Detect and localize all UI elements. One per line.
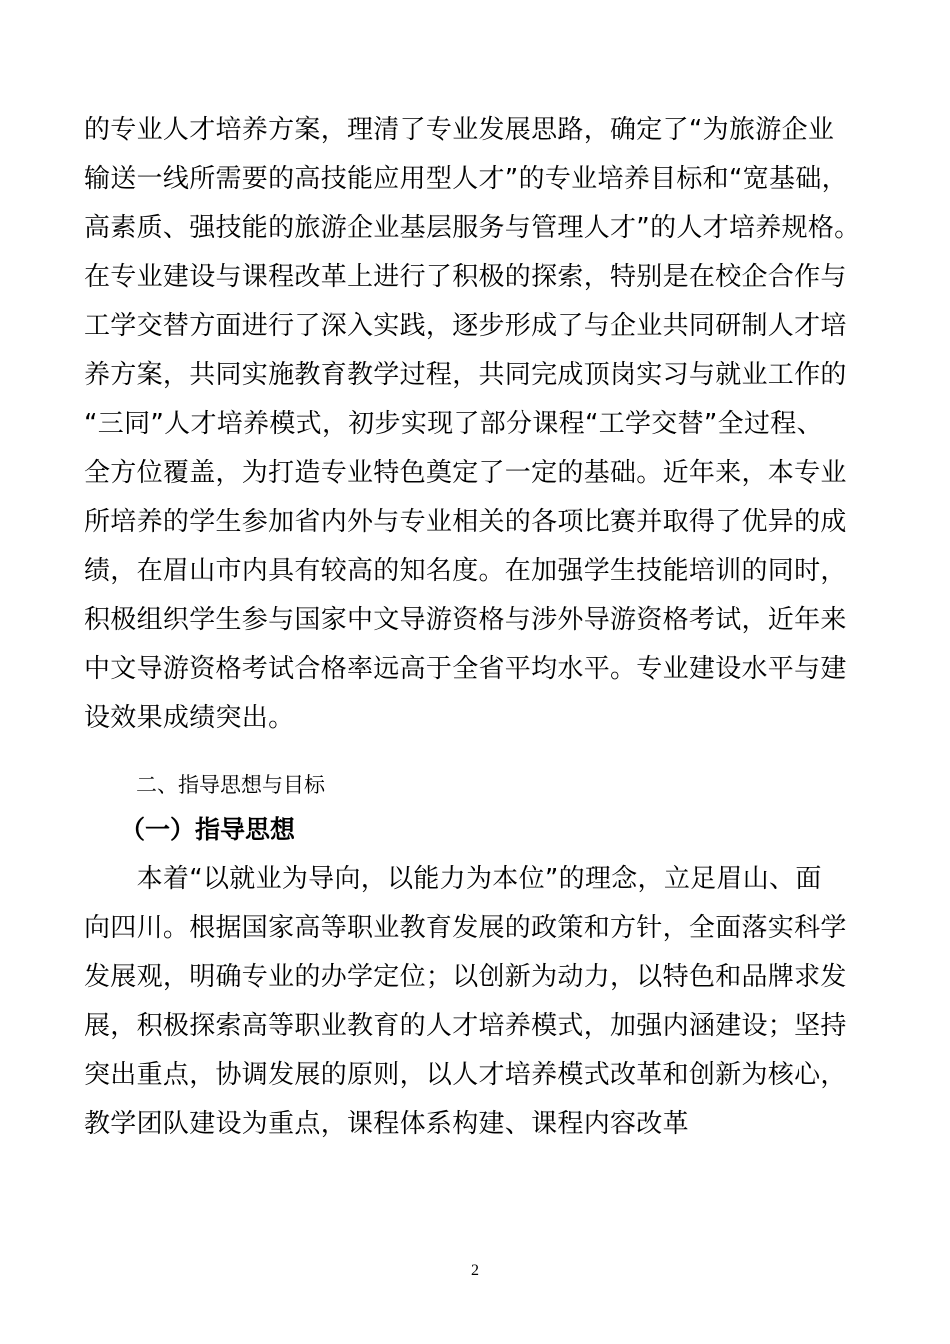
paragraph2-line-5: 突出重点，协调发展的原则，以人才培养模式改革和创新为核心， bbox=[84, 1060, 847, 1090]
paragraph2-line-2: 向四川。根据国家高等职业教育发展的政策和方针，全面落实科学 bbox=[84, 913, 847, 943]
paragraph2-line-6: 教学团队建设为重点，课程体系构建、课程内容改革 bbox=[84, 1109, 689, 1139]
paragraph1-line-11: 积极组织学生参与国家中文导游资格与涉外导游资格考试，近年来 bbox=[84, 605, 847, 635]
paragraph1-line-13: 设效果成绩突出。 bbox=[84, 703, 295, 733]
paragraph2-line-4: 展，积极探索高等职业教育的人才培养模式，加强内涵建设；坚持 bbox=[84, 1011, 847, 1041]
page-number: 2 bbox=[471, 1262, 479, 1279]
paragraph1-line-9: 所培养的学生参加省内外与专业相关的各项比赛并取得了优异的成 bbox=[84, 507, 847, 537]
paragraph2-line-3: 发展观，明确专业的办学定位；以创新为动力，以特色和品牌求发 bbox=[84, 962, 847, 992]
paragraph1-line-10: 绩，在眉山市内具有较高的知名度。在加强学生技能培训的同时， bbox=[84, 556, 847, 586]
paragraph1-line-6: 养方案，共同实施教育教学过程，共同完成顶岗实习与就业工作的 bbox=[84, 360, 847, 390]
paragraph1-line-7: “三同”人才培养模式，初步实现了部分课程“工学交替”全过程、 bbox=[84, 409, 823, 439]
paragraph1-line-8: 全方位覆盖，为打造专业特色奠定了一定的基础。近年来，本专业 bbox=[84, 458, 847, 488]
paragraph2-line-1: 本着“以就业为导向，以能力为本位”的理念，立足眉山、面 bbox=[84, 864, 822, 894]
paragraph1-line-4: 在专业建设与课程改革上进行了积极的探索，特别是在校企合作与 bbox=[84, 262, 847, 292]
paragraph1-line-3: 高素质、强技能的旅游企业基层服务与管理人才”的人才培养规格。 bbox=[84, 213, 861, 243]
paragraph1-line-12: 中文导游资格考试合格率远高于全省平均水平。专业建设水平与建 bbox=[84, 654, 847, 684]
paragraph1-line-1: 的专业人才培养方案，理清了专业发展思路，确定了“为旅游企业 bbox=[84, 115, 835, 145]
paragraph1-line-5: 工学交替方面进行了深入实践，逐步形成了与企业共同研制人才培 bbox=[84, 311, 847, 341]
section-heading: 二、指导思想与目标 bbox=[136, 773, 325, 797]
paragraph1-line-2: 输送一线所需要的高技能应用型人才”的专业培养目标和“宽基础， bbox=[84, 164, 848, 194]
subsection-heading: （一）指导思想 bbox=[120, 815, 296, 844]
